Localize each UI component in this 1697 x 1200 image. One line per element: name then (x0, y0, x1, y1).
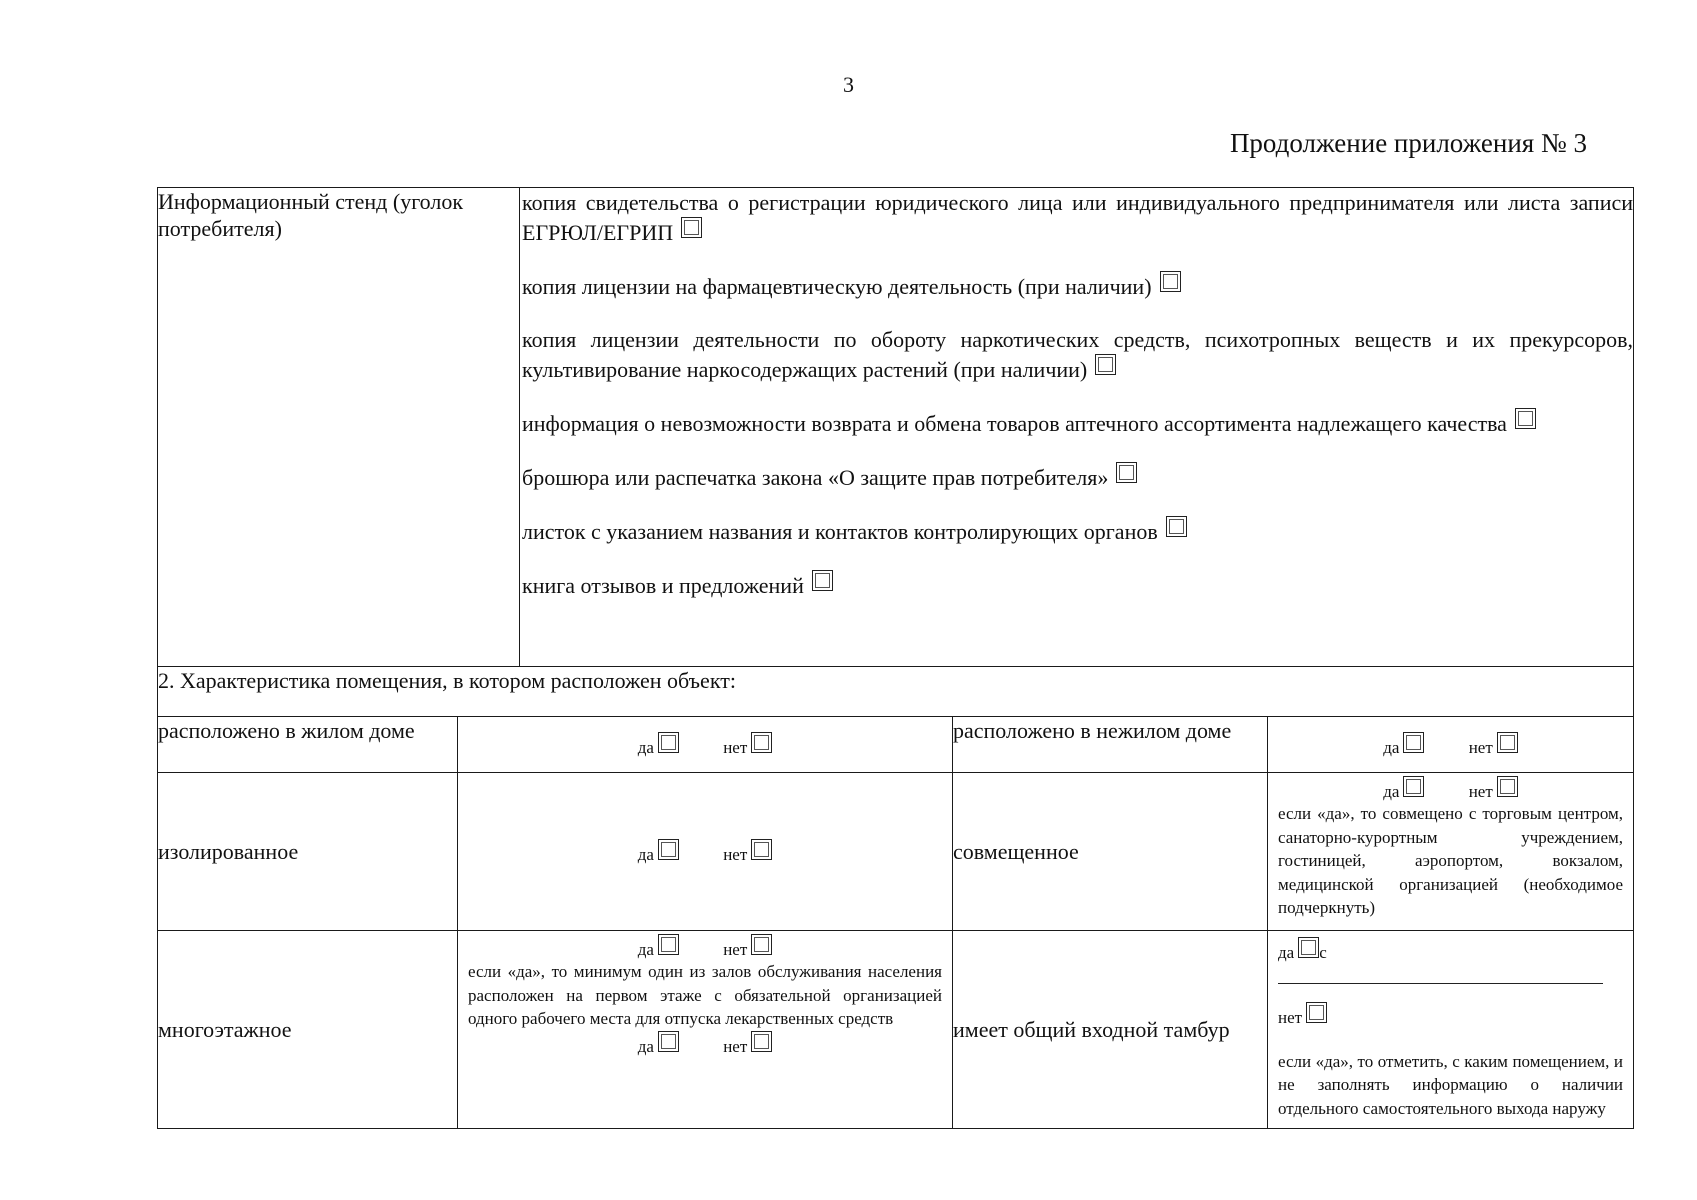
vestibule-with-label: с (1319, 943, 1327, 962)
yes-checkbox[interactable] (1403, 776, 1424, 797)
no-checkbox[interactable] (751, 732, 772, 753)
combined-options (1268, 773, 1634, 931)
yes-label: да (637, 940, 654, 959)
inspection-form-table (157, 187, 1634, 1129)
combined-note: если «да», то совмещено с торговым центром, санаторно-курортным учреждением, гостиницей, аэропортом, вокзалом, медицинской организацией (необходимое подчеркнуть) (1278, 804, 1624, 917)
no-checkbox[interactable] (1306, 1002, 1327, 1023)
no-label: нет (723, 940, 748, 959)
vestibule-label: имеет общий входной тамбур (953, 931, 1268, 1129)
multistory-options (458, 931, 953, 1129)
vestibule-with-input[interactable] (1278, 965, 1603, 984)
residential-label: расположено в жилом доме (158, 717, 458, 773)
no-checkbox[interactable] (1497, 776, 1518, 797)
checkbox[interactable] (812, 570, 833, 591)
no-label: нет (723, 737, 748, 757)
section-2-title: 2. Характеристика помещения, в котором расположен объект: (158, 667, 1634, 717)
yes-label: да (1383, 737, 1400, 757)
isolated-label: изолированное (158, 773, 458, 931)
no-checkbox[interactable] (751, 839, 772, 860)
yes-checkbox[interactable] (1298, 937, 1319, 958)
no-checkbox[interactable] (751, 934, 772, 955)
info-item-text: копия лицензии деятельности по обороту наркотических средств, психотропных веществ и их прекурсоров, культивирование наркосодержащих растений (при наличии) (522, 327, 1634, 382)
info-item-feedback-book (522, 570, 1633, 600)
nonresidential-label: расположено в нежилом доме (953, 717, 1268, 773)
checkbox[interactable] (1095, 354, 1116, 375)
info-item-pharm-license (522, 271, 1633, 301)
multistory-label: многоэтажное (158, 931, 458, 1129)
page-number: 3 (843, 72, 854, 97)
no-label: нет (723, 1036, 748, 1056)
vestibule-options (1268, 931, 1634, 1129)
info-stand-items (520, 188, 1634, 667)
yes-label: да (1278, 943, 1295, 962)
appendix-title: Продолжение приложения № 3 (1229, 128, 1587, 158)
info-item-text: информация о невозможности возврата и обмена товаров аптечного ассортимента надлежащего качества (522, 411, 1507, 436)
yes-checkbox-2[interactable] (658, 1031, 679, 1052)
checkbox[interactable] (1160, 271, 1181, 292)
isolated-options (458, 773, 953, 931)
residential-options (458, 717, 953, 773)
yes-checkbox[interactable] (658, 839, 679, 860)
no-label: нет (1278, 1008, 1303, 1027)
combined-label: совмещенное (953, 773, 1268, 931)
info-item-text: копия лицензии на фармацевтическую деятельность (при наличии) (522, 274, 1152, 299)
no-label: нет (1468, 737, 1493, 757)
yes-checkbox[interactable] (658, 732, 679, 753)
nonresidential-options (1268, 717, 1634, 773)
no-checkbox-2[interactable] (751, 1031, 772, 1052)
no-label: нет (723, 844, 748, 864)
vestibule-note: если «да», то отметить, с каким помещением, и не заполнять информацию о наличии отдельного самостоятельного выхода наружу (1278, 1051, 1624, 1118)
info-item-egrul (522, 188, 1633, 247)
no-checkbox[interactable] (1497, 732, 1518, 753)
info-item-consumer-law (522, 462, 1633, 492)
checkbox[interactable] (1166, 516, 1187, 537)
info-stand-label: Информационный стенд (уголок потребителя) (158, 188, 520, 667)
info-item-text: брошюра или распечатка закона «О защите прав потребителя» (522, 465, 1109, 490)
yes-checkbox[interactable] (658, 934, 679, 955)
checkbox[interactable] (1515, 408, 1536, 429)
no-label: нет (1468, 782, 1493, 801)
yes-label: да (637, 844, 654, 864)
yes-label: да (637, 1036, 654, 1056)
info-item-narcotics-license (522, 325, 1633, 384)
yes-checkbox[interactable] (1403, 732, 1424, 753)
info-item-authorities (522, 516, 1633, 546)
checkbox[interactable] (1116, 462, 1137, 483)
info-item-text: книга отзывов и предложений (522, 573, 804, 598)
yes-label: да (1383, 782, 1400, 801)
yes-label: да (637, 737, 654, 757)
info-item-text: копия свидетельства о регистрации юридического лица или индивидуального предпринимателя или листа записи ЕГРЮЛ/ЕГРИП (522, 190, 1634, 245)
info-item-text: листок с указанием названия и контактов контролирующих органов (522, 519, 1158, 544)
info-item-no-return (522, 408, 1633, 438)
multistory-note: если «да», то минимум один из залов обслуживания населения расположен на первом этаже с обязательной организацией одного рабочего места для отпуска лекарственных средств (468, 962, 942, 1028)
checkbox[interactable] (681, 217, 702, 238)
